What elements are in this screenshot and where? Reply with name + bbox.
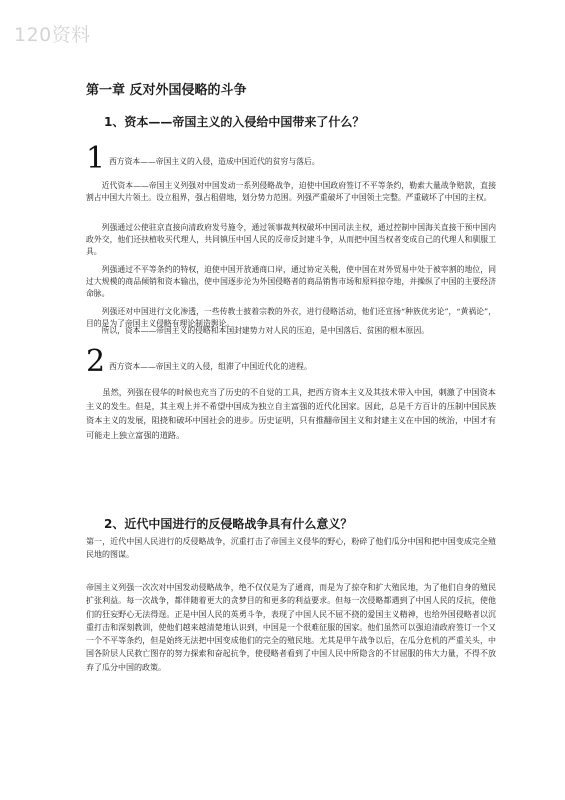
point1-paragraph-4: 列强还对中国进行文化渗透，一些传教士披着宗教的外衣，进行侵略活动，他们还宣扬“种族优劣论”，“黄祸论”，目的是为了帝国主义侵略有理论制造舆论。 [86,307,496,328]
section2-paragraph-2: 帝国主义列强一次次对中国发动侵略战争，绝不仅仅是为了通商，而是为了掠夺和扩大殖民地，为了他们自身的殖民扩张利益。每一次战争，都伴随着更大的贪梦目的和更多的利益要求。但每一次侵略都遇到了中国人民的反抗，使他们的狂妄野心无法得逞。正是中国人民的英勇斗争，表现了中国人民不屈不挠的爱国主义精神，也给外国侵略者以沉重打击和深刻教训，使他们越来越清楚地认识到，中国是一个很难征服的国家。他们虽然可以强迫清政府签订一个又一个不平等条约，但是始终无法把中国变成他们的完全的殖民地。尤其是甲午战争以后，在瓜分危机的严重关头，中国各阶层人民救亡图存的努力探索和奋起抗争，使侵略者看到了中国人民中所隐含的不甘屈服的伟大力量，不得不放弃了瓜分中国的政策。 [86,583,496,672]
point1-paragraph-5: 所以，资本——帝国主义的侵略和本国封建势力对人民的压迫，是中国落后、贫困的根本原因。 [101,326,430,335]
point1-lead: 西方资本——帝国主义的入侵，造成中国近代的贫穷与落后。 [109,157,320,166]
point2-lead: 西方资本——帝国主义的入侵，组滞了中国近代化的进程。 [109,362,312,371]
point2-paragraph: 虽然，列强在侵华的时候也充当了历史的不自觉的工具，把西方资本主义及其技术带入中国，刺激了中国资本主义的发生。但是，其主观上并不希望中国成为独立自主富强的近代化国家。因此，总是千方百计的压制中国民族资本主义的发展，阻挠和破坏中国社会的进步。历史证明，只有推翻帝国主义和封建主义在中国的统治，中国才有可能走上独立富强的道路。 [86,387,496,440]
point1-paragraph-2: 列强通过公使驻京直接向清政府发号施令，通过领事裁判权破坏中国司法主权，通过控制中国海关直接干预中国内政外交，他们还扶植收买代理人，共同镇压中国人民的反帝反封建斗争，从而把中国当权者变成自己的代理人和驯服工具。 [86,223,496,256]
section2-heading: 2、近代中国进行的反侵略战争具有什么意义？ [104,517,353,531]
point1-paragraph-3: 列强通过不平等条约的特权，迫使中国开放通商口岸，通过协定关税，使中国在对外贸易中处于被宰割的地位，同过大规模的商品倾销和资本输出，使中国逐步沦为外国侵略者的商品销售市场和原料掠夺地，并操纵了中国的主要经济命脉。 [86,265,496,298]
point1-number: 1 [86,141,106,176]
point2-number: 2 [86,344,106,379]
chapter-title: 第一章 反对外国侵略的斗争 [86,83,247,98]
watermark: 120资料 [14,24,91,46]
section1-heading: 1、资本——帝国主义的入侵给中国带来了什么？ [104,115,365,129]
section2-paragraph-1: 第一，近代中国人民进行的反侵略战争，沉重打击了帝国主义侵华的野心，粉碎了他们瓜分中国和把中国变成完全殖民地的图谋。 [86,537,496,559]
point1-paragraph-1: 近代资本——帝国主义列强对中国发动一系列侵略战争，迫使中国政府签订不平等条约，勒索大量战争赔款，直接割占中国大片领土。设立租界，强占租借地，划分势力范围。列强严重破坏了中国领土完整。严重破坏了中国的主权。 [86,181,496,202]
